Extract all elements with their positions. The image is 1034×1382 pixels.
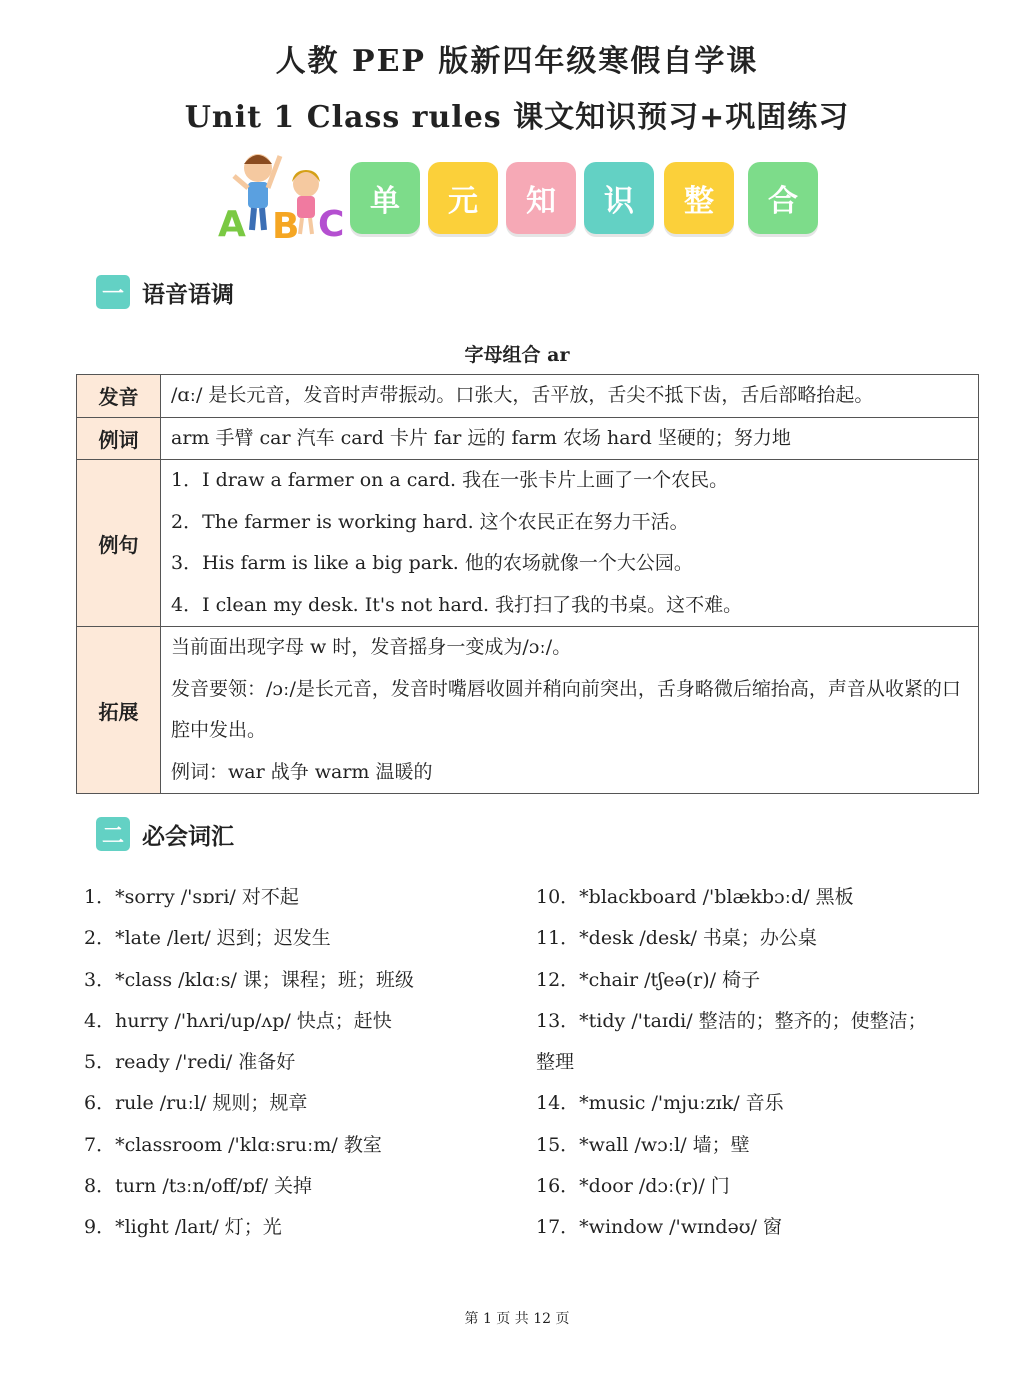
example-words-text: arm 手臂 car 汽车 card 卡片 far 远的 farm 农场 hard 坚硬的；努力地: [171, 426, 791, 449]
section-1-header: [96, 274, 234, 310]
pronunciation-text: /ɑː/ 是长元音，发音时声带振动。口张大，舌平放，舌尖不抵下齿，舌后部略抬起。: [171, 384, 874, 406]
vocab-item: 6．rule /ruːl/ 规则；规章: [84, 1092, 308, 1115]
banner-tile: 合: [748, 162, 818, 234]
section-1-title: 语音语调: [142, 281, 234, 308]
vocab-item: 4．hurry /'hʌri/up/ʌp/ 快点；赶快: [84, 1009, 392, 1032]
vocab-item: 16．*door /dɔː(r)/ 门: [536, 1175, 730, 1198]
banner-tile: 知: [506, 162, 576, 234]
banner-tile: 元: [428, 162, 498, 234]
vocab-item: 5．ready /'redi/ 准备好: [84, 1051, 296, 1074]
vocab-list-right: [536, 877, 956, 1249]
row-label-pronunciation: 发音: [77, 375, 161, 418]
svg-text:A: A: [218, 204, 246, 242]
section-2-number: 二: [96, 817, 130, 851]
vocab-item: 3．*class /klɑːs/ 课；课程；班；班级: [84, 968, 414, 991]
vocab-item: 7．*classroom /'klɑːsruːm/ 教室: [84, 1133, 382, 1156]
extension-tip: 发音要领：/ɔː/是长元音，发音时嘴唇收圆并稍向前突出，舌身略微后缩抬高，声音从收紧的口腔中发出。: [171, 677, 961, 741]
page-title: 人教 PEP 版新四年级寒假自学课: [275, 44, 759, 79]
row-label-example-words: 例词: [77, 417, 161, 460]
table-row-example-sentences: [77, 460, 979, 627]
vocab-item: 13．*tidy /'taɪdi/ 整洁的；整齐的；使整洁；: [536, 1009, 927, 1032]
section-2-title: 必会词汇: [142, 823, 234, 850]
vocab-list-left: [84, 877, 514, 1249]
extension-examples: 例词：war 战争 warm 温暖的: [171, 760, 433, 783]
example-sentence: 4．I clean my desk. It's not hard. 我打扫了我的书桌。这不难。: [171, 593, 743, 616]
page-number: 第 1 页 共 12 页: [464, 1311, 570, 1327]
banner-tile: 单: [350, 162, 420, 234]
cartoon-kids-abc-illustration: [214, 146, 350, 242]
table-row-pronunciation: [77, 375, 979, 418]
vocab-item: 11．*desk /desk/ 书桌；办公桌: [536, 927, 817, 950]
vocab-item: 8．turn /tɜːn/off/ɒf/ 关掉: [84, 1175, 313, 1198]
example-sentence: 3．His farm is like a big park. 他的农场就像一个大公园。: [171, 552, 693, 574]
row-label-extension: 拓展: [77, 627, 161, 794]
banner-tile: 整: [664, 162, 734, 234]
row-label-example-sentences: 例句: [77, 460, 161, 627]
svg-text:B: B: [272, 206, 300, 242]
example-sentence: 2．The farmer is working hard. 这个农民正在努力干活。: [171, 510, 689, 533]
vocab-item: 17．*window /'wɪndəʊ/ 窗: [536, 1216, 782, 1239]
vocab-item: 10．*blackboard /'blækbɔːd/ 黑板: [536, 886, 854, 908]
example-sentence: 1．I draw a farmer on a card. 我在一张卡片上画了一个农民。: [171, 469, 729, 491]
vocab-item: 1．*sorry /'sɒri/ 对不起: [84, 886, 299, 908]
vocab-item: 2．*late /leɪt/ 迟到；迟发生: [84, 927, 331, 950]
vocab-item: 14．*music /'mjuːzɪk/ 音乐: [536, 1092, 784, 1115]
table-row-example-words: [77, 417, 979, 460]
table-row-extension: [77, 627, 979, 794]
section-2-header: [96, 816, 234, 852]
unit-banner: [214, 146, 824, 246]
phonics-table: [76, 374, 979, 794]
vocab-item: 9．*light /laɪt/ 灯；光: [84, 1216, 282, 1239]
section-1-number: 一: [96, 275, 130, 309]
vocab-item: 15．*wall /wɔːl/ 墙；壁: [536, 1133, 750, 1156]
svg-text:C: C: [318, 204, 345, 242]
phonics-table-caption: 字母组合 ar: [464, 344, 570, 366]
page-subtitle: Unit 1 Class rules 课文知识预习+巩固练习: [184, 100, 850, 135]
extension-rule: 当前面出现字母 w 时，发音摇身一变成为/ɔː/。: [171, 636, 572, 658]
banner-tile: 识: [584, 162, 654, 234]
vocab-item: 整理: [536, 1051, 575, 1074]
vocab-item: 12．*chair /tʃeə(r)/ 椅子: [536, 968, 761, 991]
